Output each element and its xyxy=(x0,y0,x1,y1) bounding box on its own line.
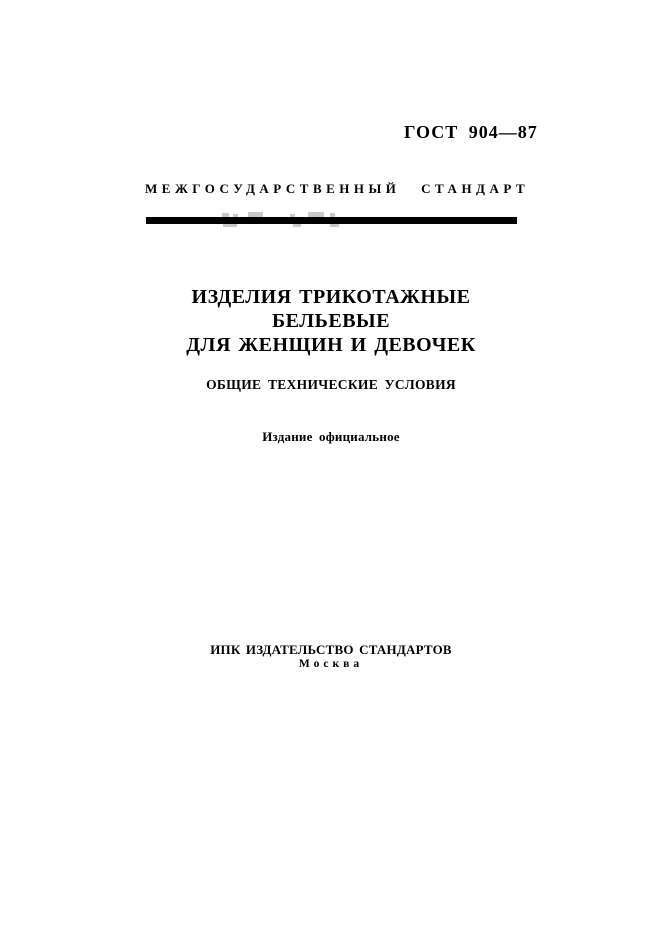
standard-code: ГОСТ 904—87 xyxy=(404,122,538,142)
erased-text-artifact xyxy=(223,224,237,227)
document-title xyxy=(145,285,517,357)
title-rule xyxy=(146,217,517,224)
erased-text-artifact xyxy=(293,224,301,227)
publication-city: Москва xyxy=(298,658,364,670)
title-line-2: БЕЛЬЕВЫЕ xyxy=(271,310,391,332)
edition-note: Издание официальное xyxy=(262,429,400,444)
standard-category-heading: МЕЖГОСУДАРСТВЕННЫЙ СТАНДАРТ xyxy=(145,181,530,196)
erased-text-artifact xyxy=(330,224,339,227)
title-line-3: ДЛЯ ЖЕНЩИН И ДЕВОЧЕК xyxy=(186,334,476,356)
title-line-1: ИЗДЕЛИЯ ТРИКОТАЖНЫЕ xyxy=(191,286,471,308)
publisher: ИПК ИЗДАТЕЛЬСТВО СТАНДАРТОВ xyxy=(210,642,452,657)
subtitle: ОБЩИЕ ТЕХНИЧЕСКИЕ УСЛОВИЯ xyxy=(206,377,456,392)
